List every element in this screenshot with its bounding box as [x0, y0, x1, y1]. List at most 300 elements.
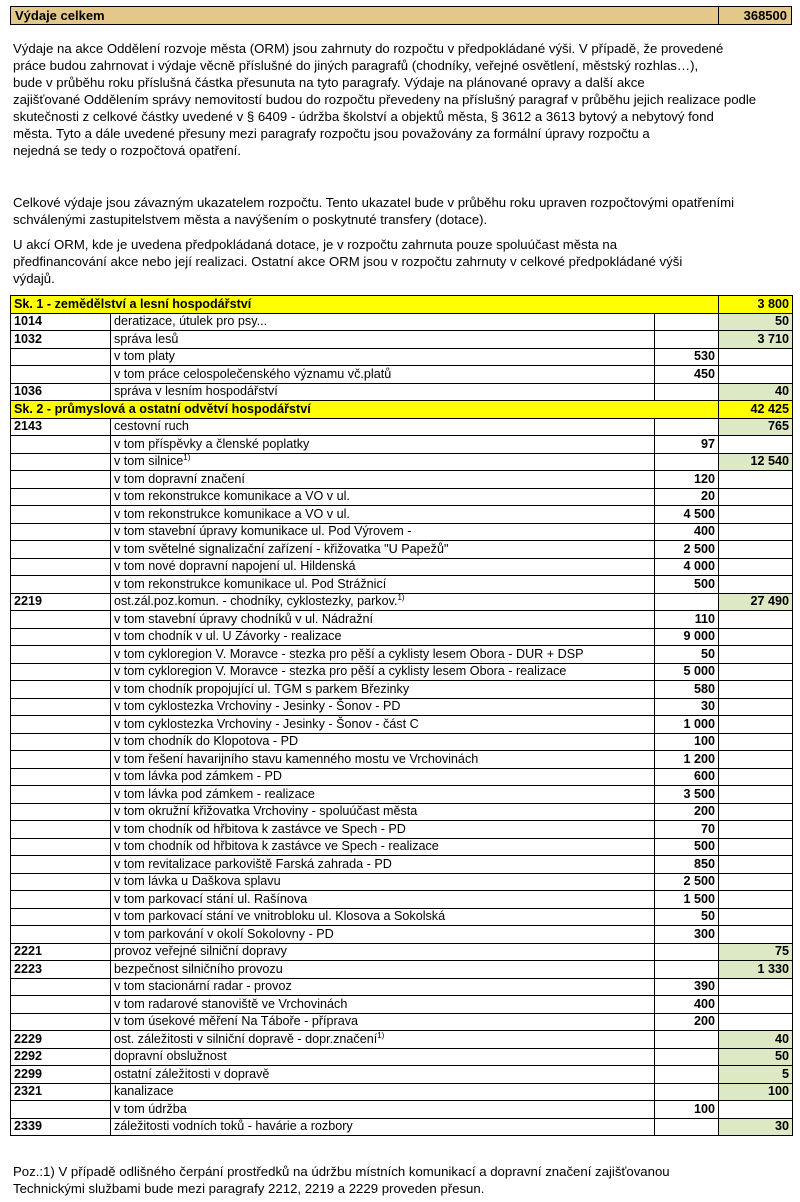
intro-line: bude v průběhu roku příslušná částka přesunuta na tyto paragrafy. Výdaje na plánované opravy a další akce [13, 75, 645, 90]
item-amount [655, 943, 719, 961]
paragraph-code [11, 1101, 111, 1119]
budget-row [11, 1101, 793, 1119]
item-description [111, 348, 655, 366]
budget-row [11, 1066, 793, 1084]
item-total: 765 [719, 418, 793, 436]
budget-row [11, 453, 793, 471]
item-description-text: v tom cyklostezka Vrchoviny - Jesinky - Šonov - PD [114, 699, 401, 714]
item-total [719, 1013, 793, 1031]
paragraph-code: 1032 [11, 331, 111, 349]
item-description-text: v tom lávka pod zámkem - realizace [114, 786, 315, 801]
footnote-line: Technickými službami bude mezi paragrafy 2212, 2219 a 2229 proveden přesun. [13, 1181, 485, 1196]
item-amount: 400 [655, 996, 719, 1014]
item-amount [655, 1031, 719, 1049]
budget-row [11, 506, 793, 524]
item-amount [655, 331, 719, 349]
item-description [111, 996, 655, 1014]
footnote-line: Poz.:1) V případě odlišného čerpání prostředků na údržbu místních komunikací a dopravní značení zajišťovanou [13, 1164, 670, 1179]
total-expenditure-label: Výdaje celkem [11, 7, 719, 25]
intro-paragraph [13, 40, 787, 159]
item-amount: 400 [655, 523, 719, 541]
paragraph-code: 2221 [11, 943, 111, 961]
item-description-text: v tom dopravní značení [114, 471, 245, 486]
budget-row [11, 891, 793, 909]
item-total: 5 [719, 1066, 793, 1084]
item-amount: 100 [655, 1101, 719, 1119]
intro-line: nejedná se tedy o rozpočtová opatření. [13, 143, 242, 158]
item-total [719, 751, 793, 769]
item-total [719, 663, 793, 681]
paragraph-code [11, 908, 111, 926]
item-amount [655, 313, 719, 331]
budget-row [11, 786, 793, 804]
budget-row [11, 821, 793, 839]
item-description [111, 1013, 655, 1031]
item-total: 27 490 [719, 593, 793, 611]
item-description-text: ost. záležitosti v silniční dopravě - dopr.značení [114, 1031, 378, 1046]
item-amount [655, 1048, 719, 1066]
item-description [111, 926, 655, 944]
item-description-text: v tom parkovací stání ul. Rašínova [114, 891, 308, 906]
item-amount: 850 [655, 856, 719, 874]
budget-row [11, 558, 793, 576]
item-description [111, 1031, 655, 1049]
item-amount: 200 [655, 1013, 719, 1031]
intro-line: skutečnosti z celkové částky uvedené v § 6409 - údržba školství a objektů města, § 3612 a 3613 bytový a nebytový fond [13, 109, 714, 124]
item-description-text: v tom nové dopravní napojení ul. Hildenská [114, 559, 356, 574]
paragraph-code [11, 558, 111, 576]
item-description [111, 961, 655, 979]
item-amount: 2 500 [655, 541, 719, 559]
item-total: 75 [719, 943, 793, 961]
budget-row [11, 576, 793, 594]
budget-row [11, 681, 793, 699]
total-expenditure-table [10, 6, 792, 25]
item-total [719, 348, 793, 366]
item-amount: 120 [655, 471, 719, 489]
paragraph-code [11, 838, 111, 856]
item-description [111, 663, 655, 681]
item-description-text: v tom údržba [114, 1101, 187, 1116]
footnote-marker: 1) [377, 1030, 385, 1040]
item-total: 12 540 [719, 453, 793, 471]
budget-row [11, 996, 793, 1014]
item-description-text: v tom revitalizace parkoviště Farská zahrada - PD [114, 856, 392, 871]
item-description [111, 821, 655, 839]
paragraph-code [11, 768, 111, 786]
item-description [111, 751, 655, 769]
item-description-text: provoz veřejné silniční dopravy [114, 944, 287, 959]
intro-line: Výdaje na akce Oddělení rozvoje města (ORM) jsou zahrnuty do rozpočtu v předpokládané výši. V případě, že provedené [13, 41, 724, 56]
item-description-text: v tom chodník do Klopotova - PD [114, 734, 299, 749]
item-description [111, 593, 655, 611]
item-total [719, 1101, 793, 1119]
item-description [111, 471, 655, 489]
item-amount: 1 200 [655, 751, 719, 769]
item-description-text: v tom příspěvky a členské poplatky [114, 436, 310, 451]
item-total [719, 471, 793, 489]
item-total: 100 [719, 1083, 793, 1101]
item-description [111, 1048, 655, 1066]
item-total [719, 873, 793, 891]
item-description [111, 366, 655, 384]
item-amount [655, 593, 719, 611]
item-description [111, 628, 655, 646]
paragraph-code [11, 751, 111, 769]
total-expenditure-value: 368500 [719, 7, 792, 25]
item-amount [655, 1066, 719, 1084]
item-amount: 300 [655, 926, 719, 944]
intro-line: zajišťované Oddělením správy nemovitostí budou do rozpočtu převedeny na příslušný paragraf v průběhu jejich realizace podle [13, 92, 757, 107]
paragraph-code [11, 1013, 111, 1031]
item-total [719, 576, 793, 594]
paragraph-code [11, 698, 111, 716]
budget-row [11, 313, 793, 331]
item-description-text: kanalizace [114, 1084, 174, 1099]
item-description-text: v tom stavební úpravy chodníků v ul. Nádražní [114, 611, 374, 626]
item-total [719, 523, 793, 541]
item-amount: 530 [655, 348, 719, 366]
paragraph-code [11, 523, 111, 541]
paragraph-code [11, 663, 111, 681]
item-amount: 500 [655, 576, 719, 594]
item-description-text: v tom rekonstrukce komunikace a VO v ul. [114, 489, 350, 504]
item-description [111, 768, 655, 786]
item-amount [655, 383, 719, 401]
item-description-text: v tom řešení havarijního stavu kamenného mostu ve Vrchovinách [114, 751, 479, 766]
item-description [111, 733, 655, 751]
item-total: 3 710 [719, 331, 793, 349]
footnote-marker: 1) [397, 593, 405, 603]
item-description [111, 908, 655, 926]
item-description [111, 1083, 655, 1101]
budget-row [11, 471, 793, 489]
item-total [719, 646, 793, 664]
item-amount: 110 [655, 611, 719, 629]
item-amount: 4 000 [655, 558, 719, 576]
item-description [111, 698, 655, 716]
budget-row [11, 873, 793, 891]
budget-row [11, 698, 793, 716]
item-description-text: v tom rekonstrukce komunikace ul. Pod Strážnicí [114, 576, 387, 591]
paragraph-code: 2223 [11, 961, 111, 979]
section-row [11, 401, 793, 419]
item-total [719, 768, 793, 786]
item-total: 50 [719, 1048, 793, 1066]
paragraph-code: 2229 [11, 1031, 111, 1049]
item-amount: 97 [655, 436, 719, 454]
item-description [111, 1118, 655, 1136]
paragraph-code [11, 821, 111, 839]
item-description [111, 576, 655, 594]
item-description-text: bezpečnost silničního provozu [114, 961, 283, 976]
item-description [111, 558, 655, 576]
budget-row [11, 751, 793, 769]
budget-row [11, 646, 793, 664]
budget-row [11, 1083, 793, 1101]
item-amount: 4 500 [655, 506, 719, 524]
item-amount [655, 453, 719, 471]
item-total [719, 541, 793, 559]
item-total [719, 698, 793, 716]
item-amount [655, 1083, 719, 1101]
paragraph-code [11, 576, 111, 594]
item-total [719, 628, 793, 646]
item-description-text: v tom chodník v ul. U Závorky - realizace [114, 629, 342, 644]
item-description-text: v tom chodník od hřbitova k zastávce ve Spech - realizace [114, 839, 439, 854]
item-description [111, 838, 655, 856]
paragraph-code [11, 978, 111, 996]
item-amount: 30 [655, 698, 719, 716]
budget-row [11, 1013, 793, 1031]
budget-row [11, 978, 793, 996]
item-description [111, 646, 655, 664]
item-total [719, 978, 793, 996]
item-amount: 5 000 [655, 663, 719, 681]
paragraph-code: 2219 [11, 593, 111, 611]
item-description-text: v tom cykloregion V. Moravce - stezka pro pěší a cyklisty lesem Obora - realizace [114, 664, 567, 679]
item-description [111, 856, 655, 874]
item-description [111, 786, 655, 804]
item-amount: 100 [655, 733, 719, 751]
paragraph-code [11, 646, 111, 664]
footnote [13, 1163, 789, 1197]
item-description-text: v tom stavební úpravy komunikace ul. Pod Výrovem - [114, 524, 412, 539]
item-description-text: správa v lesním hospodářství [114, 384, 278, 399]
budget-row [11, 733, 793, 751]
item-total [719, 996, 793, 1014]
paragraph-code [11, 926, 111, 944]
item-total [719, 926, 793, 944]
paragraph-code [11, 891, 111, 909]
paragraph-code: 2143 [11, 418, 111, 436]
paragraph-code [11, 628, 111, 646]
item-description-text: v tom stacionární radar - provoz [114, 979, 292, 994]
item-description [111, 891, 655, 909]
item-description [111, 436, 655, 454]
item-total [719, 506, 793, 524]
item-total [719, 908, 793, 926]
item-total: 1 330 [719, 961, 793, 979]
item-description-text: v tom světelné signalizační zařízení - křižovatka "U Papežů" [114, 541, 449, 556]
paragraph-code: 2292 [11, 1048, 111, 1066]
item-description [111, 716, 655, 734]
item-description [111, 1101, 655, 1119]
paragraph-code [11, 506, 111, 524]
paragraph-code [11, 348, 111, 366]
paragraph-line: schválenými zastupitelstvem města a navýšením o poskytnuté transfery (dotace). [13, 212, 488, 227]
item-total [719, 436, 793, 454]
paragraph-code [11, 471, 111, 489]
item-description [111, 523, 655, 541]
binding-indicator-paragraph [13, 194, 787, 228]
item-description-text: v tom chodník propojující ul. TGM s parkem Březinky [114, 681, 410, 696]
paragraph-line: předfinancování akce nebo její realizaci. Ostatní akce ORM jsou v rozpočtu zahrnuty v celkové předpokládané výši [13, 254, 683, 269]
item-amount: 2 500 [655, 873, 719, 891]
item-amount: 390 [655, 978, 719, 996]
budget-row [11, 436, 793, 454]
item-description [111, 541, 655, 559]
item-description-text: v tom práce celospolečenského významu vč.platů [114, 366, 392, 381]
intro-line: města. Tyto a dále uvedené přesuny mezi paragrafy rozpočtu jsou považovány za formální úpravy rozpočtu a [13, 126, 650, 141]
section-title: Sk. 2 - průmyslová a ostatní odvětví hospodářství [11, 401, 719, 419]
budget-row [11, 1048, 793, 1066]
item-description-text: v tom chodník od hřbitova k zastávce ve Spech - PD [114, 821, 406, 836]
item-total [719, 716, 793, 734]
item-amount: 1 000 [655, 716, 719, 734]
item-amount [655, 961, 719, 979]
item-amount: 450 [655, 366, 719, 384]
budget-row [11, 383, 793, 401]
total-expenditure-row [11, 7, 792, 25]
budget-row [11, 611, 793, 629]
item-description [111, 943, 655, 961]
budget-row [11, 488, 793, 506]
item-amount: 9 000 [655, 628, 719, 646]
budget-row [11, 418, 793, 436]
paragraph-code [11, 681, 111, 699]
paragraph-code [11, 803, 111, 821]
item-total [719, 838, 793, 856]
item-description [111, 803, 655, 821]
paragraph-code: 2299 [11, 1066, 111, 1084]
item-amount: 500 [655, 838, 719, 856]
paragraph-code [11, 488, 111, 506]
budget-row [11, 331, 793, 349]
budget-row [11, 1031, 793, 1049]
item-amount: 50 [655, 908, 719, 926]
item-amount: 50 [655, 646, 719, 664]
budget-row [11, 348, 793, 366]
item-total [719, 488, 793, 506]
item-description [111, 1066, 655, 1084]
item-total [719, 856, 793, 874]
paragraph-code: 1036 [11, 383, 111, 401]
budget-row [11, 908, 793, 926]
section-total: 3 800 [719, 296, 793, 314]
budget-row [11, 943, 793, 961]
paragraph-code [11, 541, 111, 559]
item-description [111, 873, 655, 891]
item-description-text: v tom lávka u Daškova splavu [114, 874, 281, 889]
item-description-text: v tom parkovací stání ve vnitrobloku ul. Klosova a Sokolská [114, 909, 446, 924]
item-description [111, 383, 655, 401]
item-amount [655, 418, 719, 436]
item-description-text: v tom rekonstrukce komunikace a VO v ul. [114, 506, 350, 521]
budget-row [11, 803, 793, 821]
paragraph-code [11, 873, 111, 891]
budget-table [10, 295, 793, 1136]
item-total [719, 821, 793, 839]
section-row [11, 296, 793, 314]
budget-row [11, 838, 793, 856]
budget-row [11, 523, 793, 541]
item-amount: 600 [655, 768, 719, 786]
item-description-text: dopravní obslužnost [114, 1049, 227, 1064]
item-description [111, 611, 655, 629]
paragraph-code [11, 453, 111, 471]
item-total: 50 [719, 313, 793, 331]
item-total: 40 [719, 1031, 793, 1049]
item-description-text: v tom okružní křižovatka Vrchoviny - spoluúčast města [114, 804, 418, 819]
paragraph-code [11, 996, 111, 1014]
item-description-text: v tom radarové stanoviště ve Vrchovinách [114, 996, 348, 1011]
item-total [719, 611, 793, 629]
paragraph-code [11, 856, 111, 874]
item-description-text: záležitosti vodních toků - havárie a rozbory [114, 1119, 353, 1134]
paragraph-code: 2321 [11, 1083, 111, 1101]
item-amount: 20 [655, 488, 719, 506]
item-description [111, 331, 655, 349]
item-description-text: ostatní záležitosti v dopravě [114, 1066, 270, 1081]
paragraph-code [11, 611, 111, 629]
item-amount: 1 500 [655, 891, 719, 909]
budget-row [11, 663, 793, 681]
paragraph-line: Celkové výdaje jsou závazným ukazatelem rozpočtu. Tento ukazatel bude v průběhu roku upraven rozpočtovými opatřeními [13, 195, 735, 210]
paragraph-code [11, 366, 111, 384]
paragraph-line: výdajů. [13, 271, 55, 286]
paragraph-code: 1014 [11, 313, 111, 331]
section-title: Sk. 1 - zemědělství a lesní hospodářství [11, 296, 719, 314]
item-total [719, 733, 793, 751]
paragraph-code [11, 716, 111, 734]
item-description-text: v tom silnice [114, 454, 184, 469]
item-description [111, 506, 655, 524]
item-amount: 3 500 [655, 786, 719, 804]
item-description [111, 313, 655, 331]
budget-table-body [11, 296, 793, 1136]
section-total: 42 425 [719, 401, 793, 419]
budget-row [11, 593, 793, 611]
budget-row [11, 856, 793, 874]
item-total [719, 803, 793, 821]
item-description-text: cestovní ruch [114, 419, 189, 434]
paragraph-code: 2339 [11, 1118, 111, 1136]
item-description-text: deratizace, útulek pro psy... [114, 314, 268, 329]
item-description-text: v tom úsekové měření Na Táboře - příprava [114, 1014, 359, 1029]
item-description-text: v tom cykloregion V. Moravce - stezka pro pěší a cyklisty lesem Obora - DUR + DSP [114, 646, 584, 661]
item-total [719, 681, 793, 699]
budget-row [11, 961, 793, 979]
item-total [719, 891, 793, 909]
budget-row [11, 541, 793, 559]
subsidy-paragraph [13, 236, 787, 287]
item-description-text: v tom parkování v okolí Sokolovny - PD [114, 926, 334, 941]
item-description-text: správa lesů [114, 331, 179, 346]
item-total [719, 786, 793, 804]
item-total: 30 [719, 1118, 793, 1136]
budget-row [11, 1118, 793, 1136]
item-total [719, 558, 793, 576]
item-description-text: ost.zál.poz.komun. - chodníky, cyklostezky, parkov. [114, 594, 398, 609]
item-amount: 200 [655, 803, 719, 821]
item-description-text: v tom cyklostezka Vrchoviny - Jesinky - Šonov - část C [114, 716, 419, 731]
item-description-text: v tom lávka pod zámkem - PD [114, 769, 282, 784]
item-amount: 580 [655, 681, 719, 699]
item-amount [655, 1118, 719, 1136]
intro-line: práce budou zahrnovat i výdaje věcně příslušné do jiných paragrafů (chodníky, veřejné osvětlení, městský rozhlas…), [13, 58, 699, 73]
budget-row [11, 716, 793, 734]
budget-row [11, 768, 793, 786]
item-amount: 70 [655, 821, 719, 839]
item-description [111, 978, 655, 996]
budget-row [11, 366, 793, 384]
budget-row [11, 926, 793, 944]
budget-row [11, 628, 793, 646]
footnote-marker: 1) [183, 453, 191, 463]
item-total: 40 [719, 383, 793, 401]
paragraph-code [11, 733, 111, 751]
